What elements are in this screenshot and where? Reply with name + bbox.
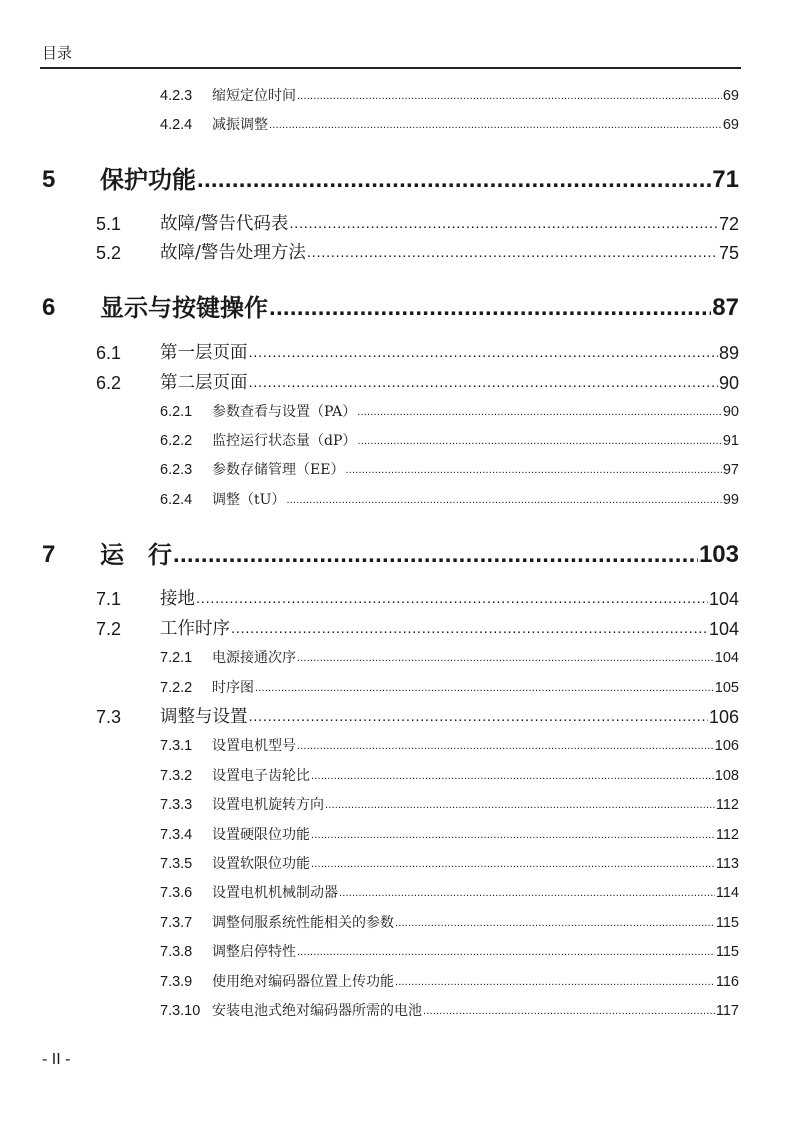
toc-entry-number: 7.3.2 <box>160 768 193 784</box>
toc-entry-7-3-2[interactable] <box>160 766 739 786</box>
toc-entry-page: 91 <box>722 433 739 449</box>
toc-entry-7-2[interactable] <box>96 617 739 641</box>
toc-entry-7-3-8[interactable] <box>160 942 739 962</box>
toc-dot-leader <box>395 972 715 992</box>
toc-dot-leader <box>311 854 715 874</box>
toc-entry-7-3-5[interactable] <box>160 854 739 874</box>
toc-entry-number: 7.1 <box>96 589 122 609</box>
toc-entry-7-3-7[interactable] <box>160 913 739 933</box>
toc-dot-leader <box>357 402 722 422</box>
toc-entry-number: 4.2.3 <box>160 88 193 104</box>
toc-entry-4-2-3[interactable] <box>160 86 739 106</box>
toc-entry-page: 89 <box>718 343 739 363</box>
toc-entry-title: 安装电池式绝对编码器所需的电池 <box>212 1003 422 1019</box>
toc-entry-number: 7.3 <box>96 707 122 727</box>
toc-entry-title: 设置软限位功能 <box>212 856 310 872</box>
toc-dot-leader <box>357 431 721 451</box>
toc-entry-page: 108 <box>714 768 739 784</box>
toc-dot-leader <box>269 292 711 324</box>
toc-entry-number: 7.3.7 <box>160 915 193 931</box>
toc-entry-page: 69 <box>722 88 739 104</box>
toc-entry-5-1[interactable] <box>96 212 739 236</box>
toc-entry-6-2-3[interactable] <box>160 460 739 480</box>
toc-entry-page: 87 <box>712 294 739 321</box>
toc-entry-number: 6.2.1 <box>160 404 193 420</box>
toc-entry-number: 5.1 <box>96 214 122 234</box>
toc-entry-number: 7 <box>42 541 56 568</box>
toc-dot-leader <box>297 736 714 756</box>
toc-entry-page: 114 <box>715 885 739 901</box>
toc-entry-number: 7.3.3 <box>160 797 193 813</box>
toc-entry-page: 106 <box>708 707 739 727</box>
toc-dot-leader <box>231 617 708 641</box>
toc-entry-title: 故障/警告处理方法 <box>160 243 306 263</box>
toc-entry-title: 第一层页面 <box>160 343 248 363</box>
toc-entry-7-3-9[interactable] <box>160 972 739 992</box>
toc-entry-title: 电源接通次序 <box>212 650 296 666</box>
toc-entry-page: 113 <box>715 856 739 872</box>
toc-dot-leader <box>249 705 708 729</box>
toc-dot-leader <box>196 587 708 611</box>
toc-entry-7-2-1[interactable] <box>160 648 739 668</box>
toc-entry-7-3-4[interactable] <box>160 825 739 845</box>
toc-entry-title: 设置电机旋转方向 <box>212 797 324 813</box>
toc-dot-leader <box>345 460 721 480</box>
toc-entry-7-3-1[interactable] <box>160 736 739 756</box>
toc-entry-page: 97 <box>722 462 739 478</box>
toc-entry-page: 112 <box>715 797 739 813</box>
toc-entry-page: 75 <box>718 243 739 263</box>
toc-entry-title: 设置电机型号 <box>212 738 296 754</box>
toc-entry-number: 7.2 <box>96 619 122 639</box>
toc-entry-number: 6.2 <box>96 373 122 393</box>
toc-dot-leader <box>289 212 718 236</box>
toc-entry-number: 7.3.8 <box>160 944 193 960</box>
toc-dot-leader <box>395 913 715 933</box>
toc-entry-7-2-2[interactable] <box>160 678 739 698</box>
toc-entry-page: 104 <box>714 650 739 666</box>
toc-entry-6-2[interactable] <box>96 371 739 395</box>
header-title: 目录 <box>42 45 73 62</box>
toc-entry-number: 7.3.6 <box>160 885 193 901</box>
toc-entry-page: 104 <box>708 619 739 639</box>
toc-entry-title: 保护功能 <box>100 166 196 194</box>
toc-entry-number: 5.2 <box>96 243 122 263</box>
toc-entry-title: 参数查看与设置（PA） <box>212 404 357 420</box>
toc-entry-5[interactable] <box>42 164 739 196</box>
toc-entry-title: 缩短定位时间 <box>212 88 296 104</box>
toc-entry-6-2-2[interactable] <box>160 431 739 451</box>
toc-entry-title: 调整伺服系统性能相关的参数 <box>212 915 394 931</box>
toc-dot-leader <box>255 678 714 698</box>
toc-entry-7-3-3[interactable] <box>160 795 739 815</box>
toc-entry-6-2-4[interactable] <box>160 490 739 510</box>
toc-entry-6[interactable] <box>42 292 739 324</box>
toc-entry-title: 工作时序 <box>160 619 230 639</box>
toc-entry-number: 5 <box>42 166 56 193</box>
toc-dot-leader <box>423 1001 715 1021</box>
toc-entry-title: 设置硬限位功能 <box>212 827 310 843</box>
toc-entry-title: 设置电机机械制动器 <box>212 885 338 901</box>
toc-entry-title: 显示与按键操作 <box>100 294 268 322</box>
toc-dot-leader <box>269 115 722 135</box>
toc-dot-leader <box>311 766 714 786</box>
toc-entry-page: 90 <box>722 404 739 420</box>
toc-dot-leader <box>249 341 718 365</box>
toc-entry-title: 监控运行状态量（dP） <box>212 433 357 449</box>
toc-entry-5-2[interactable] <box>96 241 739 265</box>
toc-dot-leader <box>173 539 698 571</box>
toc-entry-number: 7.3.1 <box>160 738 193 754</box>
toc-entry-7-3[interactable] <box>96 705 739 729</box>
toc-entry-6-2-1[interactable] <box>160 402 739 422</box>
toc-entry-page: 104 <box>708 589 739 609</box>
toc-entry-title: 运 行 <box>100 541 172 569</box>
toc-entry-page: 115 <box>715 944 739 960</box>
toc-dot-leader <box>249 371 718 395</box>
toc-entry-number: 7.3.9 <box>160 974 193 990</box>
toc-entry-page: 71 <box>712 166 739 193</box>
page-number: - II - <box>42 1051 71 1068</box>
toc-entry-title: 时序图 <box>212 680 254 696</box>
toc-entry-title: 减振调整 <box>212 117 268 133</box>
toc-dot-leader <box>297 648 714 668</box>
toc-entry-number: 4.2.4 <box>160 117 193 133</box>
toc-dot-leader <box>297 942 715 962</box>
toc-entry-7-1[interactable] <box>96 587 739 611</box>
toc-entry-page: 90 <box>718 373 739 393</box>
toc-entry-title: 调整（tU） <box>212 492 286 508</box>
toc-entry-page: 69 <box>722 117 739 133</box>
toc-entry-number: 7.2.2 <box>160 680 193 696</box>
toc-entry-number: 6 <box>42 294 56 321</box>
toc-entry-page: 99 <box>722 492 739 508</box>
toc-entry-title: 第二层页面 <box>160 373 248 393</box>
toc-entry-page: 115 <box>715 915 739 931</box>
toc-dot-leader <box>297 86 722 106</box>
toc-entry-number: 6.2.4 <box>160 492 193 508</box>
toc-entry-title: 调整启停特性 <box>212 944 296 960</box>
toc-entry-number: 6.2.3 <box>160 462 193 478</box>
toc-entry-number: 7.3.10 <box>160 1003 201 1019</box>
toc-entry-7[interactable] <box>42 539 739 571</box>
toc-entry-title: 故障/警告代码表 <box>160 214 289 234</box>
toc-entry-page: 105 <box>714 680 739 696</box>
toc-entry-6-1[interactable] <box>96 341 739 365</box>
toc-dot-leader <box>197 164 711 196</box>
toc-entry-page: 103 <box>698 541 739 568</box>
toc-entry-number: 7.3.4 <box>160 827 193 843</box>
toc-entry-number: 7.2.1 <box>160 650 193 666</box>
toc-entry-title: 接地 <box>160 589 195 609</box>
toc-dot-leader <box>325 795 715 815</box>
toc-entry-page: 112 <box>715 827 739 843</box>
toc-entry-page: 116 <box>715 974 739 990</box>
toc-entry-number: 7.3.5 <box>160 856 193 872</box>
toc-entry-page: 72 <box>718 214 739 234</box>
toc-entry-number: 6.1 <box>96 343 122 363</box>
toc-entry-page: 106 <box>714 738 739 754</box>
toc-entry-title: 调整与设置 <box>160 707 248 727</box>
toc-dot-leader <box>286 490 721 510</box>
toc-entry-page: 117 <box>715 1003 739 1019</box>
toc-entry-title: 使用绝对编码器位置上传功能 <box>212 974 394 990</box>
toc-entry-7-3-6[interactable] <box>160 883 739 903</box>
toc-dot-leader <box>311 825 715 845</box>
toc-entry-7-3-10[interactable] <box>160 1001 739 1021</box>
toc-dot-leader <box>339 883 715 903</box>
toc-entry-title: 设置电子齿轮比 <box>212 768 310 784</box>
header-rule <box>40 67 741 69</box>
toc-dot-leader <box>307 241 718 265</box>
toc-entry-4-2-4[interactable] <box>160 115 739 135</box>
toc-entry-number: 6.2.2 <box>160 433 193 449</box>
toc-entry-title: 参数存储管理（EE） <box>212 462 345 478</box>
